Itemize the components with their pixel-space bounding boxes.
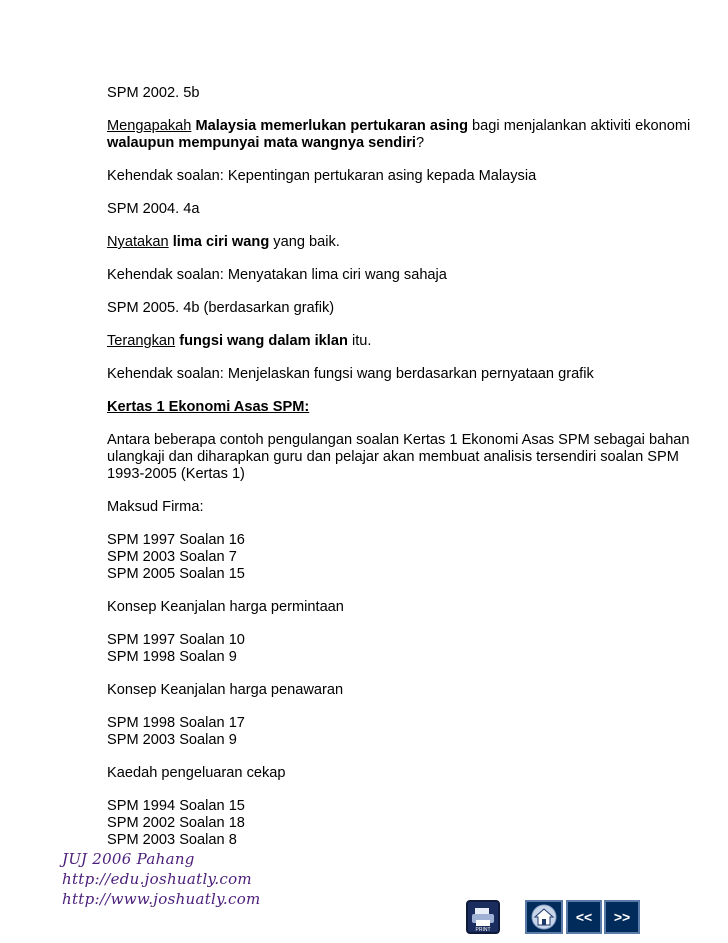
question-1-verb: Mengapakah <box>107 118 192 134</box>
question-3-rest: itu. <box>347 333 372 349</box>
document-body <box>107 85 697 849</box>
topic-line: SPM 1994 Soalan 15 <box>107 798 245 814</box>
question-2-rest: yang baik. <box>269 234 340 250</box>
question-1-bold-2: walaupun mempunyai mata wangnya sendiri <box>107 135 416 151</box>
question-1-end: ? <box>415 135 425 151</box>
spm2002-reference: SPM 2002. 5b <box>107 85 200 101</box>
spm2005-reference: SPM 2005. 4b (berdasarkan grafik) <box>107 300 335 316</box>
question-2 <box>107 234 697 251</box>
topic-line: SPM 2003 Soalan 9 <box>107 732 237 748</box>
next-page-button[interactable]: >> <box>604 900 640 934</box>
question-1-requirement: Kehendak soalan: Kepentingan pertukaran asing kepada Malaysia <box>107 168 537 184</box>
topic-line: SPM 1998 Soalan 17 <box>107 715 245 731</box>
topic-line: SPM 1997 Soalan 10 <box>107 632 245 648</box>
topic-title: Konsep Keanjalan harga penawaran <box>107 682 344 698</box>
spm2004-reference: SPM 2004. 4a <box>107 201 200 217</box>
topic-line: SPM 1998 Soalan 9 <box>107 649 237 665</box>
question-1 <box>107 118 697 152</box>
topic-title: Konsep Keanjalan harga permintaan <box>107 599 344 615</box>
print-button[interactable] <box>466 900 500 934</box>
navigation-bar <box>0 900 728 940</box>
footer-author: JUJ 2006 Pahang <box>62 850 195 868</box>
question-3-bold: fungsi wang dalam iklan <box>179 333 348 349</box>
question-3-verb: Terangkan <box>107 333 176 349</box>
home-button[interactable] <box>525 900 563 934</box>
kertas1-heading: Kertas 1 Ekonomi Asas SPM: <box>107 399 310 415</box>
question-1-text-1: bagi menjalankan aktiviti ekonomi <box>468 118 691 134</box>
question-3 <box>107 333 697 350</box>
topic-title: Kaedah pengeluaran cekap <box>107 765 286 781</box>
topic-line: SPM 1997 Soalan 16 <box>107 532 245 548</box>
footer-link-www[interactable]: http://www.joshuatly.com <box>62 890 261 908</box>
topic-title: Maksud Firma: <box>107 499 204 515</box>
topic-line: SPM 2005 Soalan 15 <box>107 566 245 582</box>
previous-page-button[interactable]: << <box>566 900 602 934</box>
topic-line: SPM 2003 Soalan 7 <box>107 549 237 565</box>
home-icon <box>530 904 558 930</box>
kertas1-intro: Antara beberapa contoh pengulangan soalan Kertas 1 Ekonomi Asas SPM sebagai bahan ulangkaji dan diharapkan guru dan pelajar akan membuat analisis tersendiri soalan SPM 1993-2005 (Kertas 1) <box>107 432 690 482</box>
question-3-requirement: Kehendak soalan: Menjelaskan fungsi wang berdasarkan pernyataan grafik <box>107 366 594 382</box>
question-2-requirement: Kehendak soalan: Menyatakan lima ciri wang sahaja <box>107 267 447 283</box>
printer-icon <box>468 902 498 932</box>
question-1-bold-1: Malaysia memerlukan pertukaran asing <box>195 118 468 134</box>
topic-line: SPM 2002 Soalan 18 <box>107 815 245 831</box>
question-2-bold: lima ciri wang <box>172 234 270 250</box>
topic-line: SPM 2003 Soalan 8 <box>107 832 237 848</box>
print-label: PRINT <box>475 927 491 932</box>
footer-link-edu[interactable]: http://edu.joshuatly.com <box>62 870 252 888</box>
question-2-verb: Nyatakan <box>107 234 169 250</box>
